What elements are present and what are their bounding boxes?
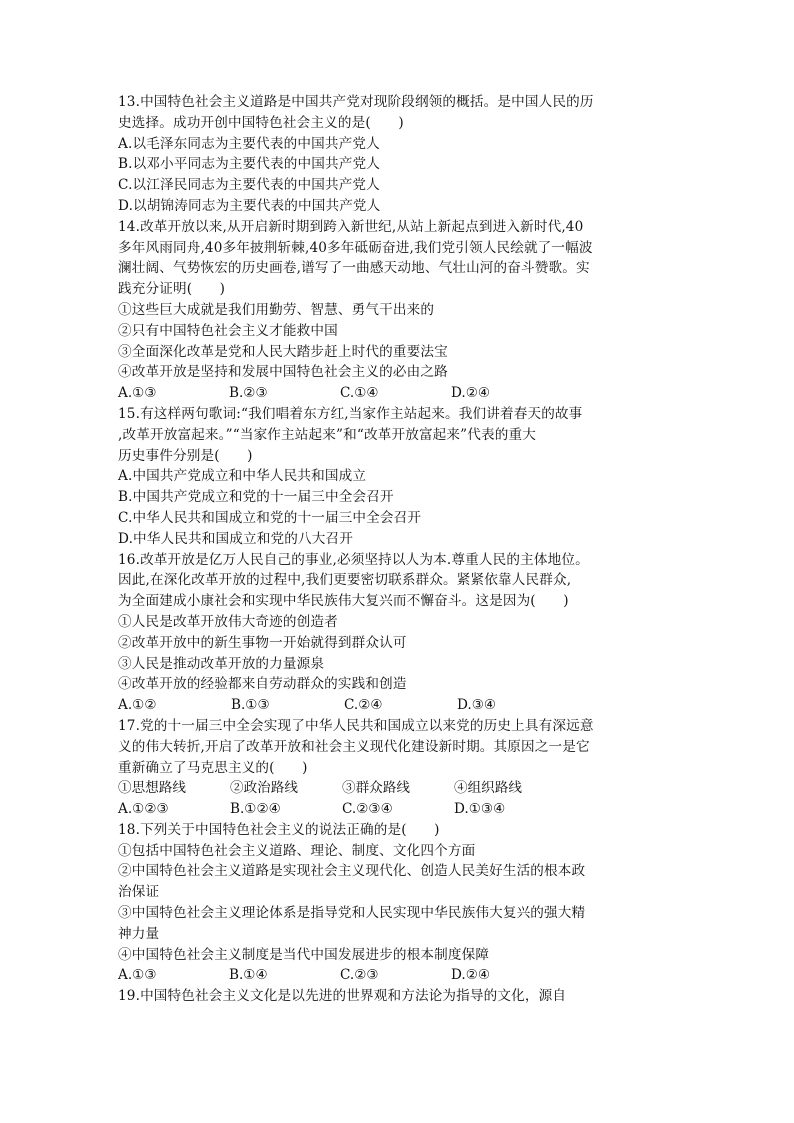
statement: ③人民是推动改革开放的力量源泉 [118,655,325,672]
exam-page [118,92,678,1007]
choice-d: D.②④ [451,967,491,984]
question-stem-line: 为全面建成小康社会和实现中华民族伟大复兴而不懈奋斗。这是因为( ) [118,593,569,610]
statement: ①人民是改革开放伟大奇迹的创造者 [118,613,338,630]
statement: 神力量 [118,925,160,942]
statement: ③全面深化改革是党和人民大踏步赶上时代的重要法宝 [118,343,448,360]
choice-a: A.①②③ [118,801,169,818]
choice-b: B.②③ [229,385,268,402]
choice-row [118,799,678,820]
choice-d: D.①③④ [454,801,506,818]
question-stem-line: 义的伟大转折,开启了改革开放和社会主义现代化建设新时期。其原因之一是它 [118,738,590,755]
choice-b: B.①④ [229,967,268,984]
choice-b: B.①③ [231,697,270,714]
choice-c: C.②③ [340,967,379,984]
question-17 [118,716,678,820]
answer-option: A.以毛泽东同志为主要代表的中国共产党人 [118,135,380,152]
question-stem-line: 14.改革开放以来,从开启新时期到跨入新世纪,从站上新起点到进入新时代,40 [118,218,584,235]
question-13 [118,92,678,217]
statement: 治保证 [118,884,160,901]
question-stem-line: 17.党的十一届三中全会实现了中华人民共和国成立以来党的历史上具有深远意 [118,717,594,734]
statement: ④改革开放的经验都来自劳动群众的实践和创造 [118,676,407,693]
statement: ④组织路线 [454,780,522,797]
statement: ①包括中国特色社会主义道路、理论、制度、文化四个方面 [118,842,476,859]
choice-c: C.②④ [344,697,383,714]
question-14 [118,217,678,404]
statement: ②中国特色社会主义道路是实现社会主义现代化、创造人民美好生活的根本政 [118,863,586,880]
answer-option: C.中华人民共和国成立和党的十一届三中全会召开 [118,509,422,526]
statement: ①这些巨大成就是我们用勤劳、智慧、勇气干出来的 [118,301,435,318]
question-stem-line: 重新确立了马克思主义的( ) [118,759,308,776]
choice-row [118,383,678,404]
choice-d: D.②④ [451,385,491,402]
answer-option: B.中国共产党成立和党的十一届三中全会召开 [118,489,394,506]
answer-option: B.以邓小平同志为主要代表的中国共产党人 [118,156,380,173]
choice-c: C.②③④ [342,801,393,818]
question-stem-line: ,改革开放富起来。”“当家作主站起来”和“改革开放富起来”代表的重大 [118,426,536,443]
answer-option: D.以胡锦涛同志为主要代表的中国共产党人 [118,197,381,214]
choice-b: B.①②④ [230,801,281,818]
question-stem-line: 18.下列关于中国特色社会主义的说法正确的是( ) [118,821,440,838]
statement: ①思想路线 [118,780,186,797]
statement: ②政治路线 [230,780,298,797]
statement: ④改革开放是坚持和发展中国特色社会主义的必由之路 [118,364,448,381]
question-stem-line: 13.中国特色社会主义道路是中国共产党对现阶段纲领的概括。是中国人民的历 [118,94,594,110]
statement: ③群众路线 [342,780,410,797]
choice-a: A.①③ [118,385,157,402]
question-stem-line: 史选择。成功开创中国特色社会主义的是( ) [118,114,404,131]
question-stem-line: 19.中国特色社会主义文化是以先进的世界观和方法论为指导的文化，源自 [118,988,567,1005]
statement: ②改革开放中的新生事物一开始就得到群众认可 [118,634,407,651]
choice-row [118,695,678,716]
question-18 [118,820,678,986]
answer-option: D.中华人民共和国成立和党的八大召开 [118,530,353,547]
question-stem-line: 15.有这样两句歌词:“我们唱着东方红,当家作主站起来。我们讲着春天的故事 [118,405,583,422]
statement-row [118,778,678,799]
question-stem-line: 历史事件分别是( ) [118,447,253,464]
choice-row [118,965,678,986]
question-stem-line: 践充分证明( ) [118,281,226,298]
statement: ②只有中国特色社会主义才能救中国 [118,322,338,339]
choice-c: C.①④ [340,385,379,402]
question-stem-line: 16.改革开放是亿万人民自己的事业,必须坚持以人为本.尊重人民的主体地位。 [118,551,589,568]
answer-option: A.中国共产党成立和中华人民共和国成立 [118,468,367,485]
question-stem-line: 澜壮阔、气势恢宏的历史画卷,谱写了一曲感天动地、气壮山河的奋斗赞歌。实 [118,260,590,277]
question-16 [118,550,678,716]
answer-option: C.以江泽民同志为主要代表的中国共产党人 [118,177,380,194]
choice-a: A.①③ [118,967,157,984]
choice-d: D.③④ [457,697,497,714]
question-19 [118,986,678,1007]
question-stem-line: 因此,在深化改革开放的过程中,我们更要密切联系群众。紧紧依靠人民群众, [118,572,572,589]
question-15 [118,404,678,550]
statement: ③中国特色社会主义理论体系是指导党和人民实现中华民族伟大复兴的强大精 [118,905,586,922]
statement: ④中国特色社会主义制度是当代中国发展进步的根本制度保障 [118,946,490,963]
question-stem-line: 多年风雨同舟,40多年披荆斩棘,40多年砥砺奋进,我们党引领人民绘就了一幅波 [118,239,593,256]
choice-a: A.①② [118,697,157,714]
